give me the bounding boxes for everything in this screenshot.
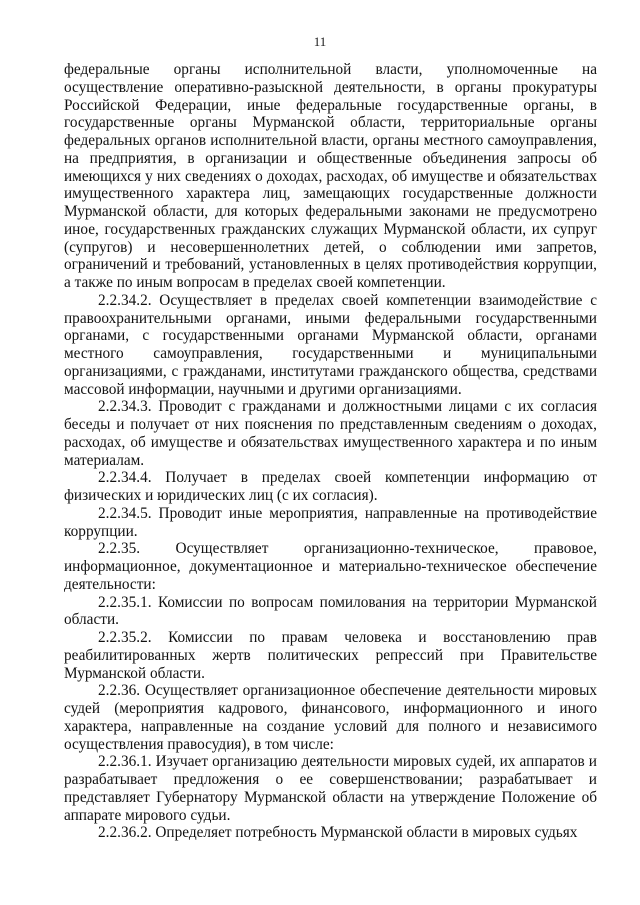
document-body (64, 61, 597, 842)
paragraph-2-2-34-2: 2.2.34.2. Осуществляет в пределах своей компетенции взаимодействие с правоохранительными органами, иными федеральными государственными органами, с государственными органами Мурманской области, органами местного самоуправления, государственными и муниципальными организациями, с гражданами, институтами гражданского общества, средствами массовой информации, научными и другими организациями. (64, 291, 597, 398)
paragraph-continuation: федеральные органы исполнительной власти, уполномоченные на осуществление оперативно-разыскной деятельности, в органы прокуратуры Российской Федерации, иные федеральные государственные органы, в государственные органы Мурманской области, территориальные органы федеральных органов исполнительной власти, органы местного самоуправления, на предприятия, в организации и общественные объединения запросы об имеющихся у них сведениях о доходах, расходах, об имуществе и обязательствах имущественного характера лиц, замещающих государственные должности Мурманской области, для которых федеральными законами не предусмотрено иное, государственных гражданских служащих Мурманской области, их супруг (супругов) и несовершеннолетних детей, о соблюдении ими запретов, ограничений и требований, установленных в целях противодействия коррупции, а также по иным вопросам в пределах своей компетенции. (64, 61, 597, 291)
paragraph-2-2-34-5: 2.2.34.5. Проводит иные мероприятия, направленные на противодействие коррупции. (64, 504, 597, 540)
paragraph-2-2-36-1: 2.2.36.1. Изучает организацию деятельности мировых судей, их аппаратов и разрабатывает предложения о ее совершенствовании; разрабатывает и представляет Губернатору Мурманской области на утверждение Положение об аппарате мирового судьи. (64, 753, 597, 824)
page-number: 11 (313, 34, 327, 49)
paragraph-2-2-34-3: 2.2.34.3. Проводит с гражданами и должностными лицами с их согласия беседы и получает от них пояснения по представленным сведениям о доходах, расходах, об имуществе и обязательствах имущественного характера и по иным материалам. (64, 398, 597, 469)
paragraph-2-2-35-2: 2.2.35.2. Комиссии по правам человека и восстановлению прав реабилитированных жертв политических репрессий при Правительстве Мурманской области. (64, 629, 597, 682)
paragraph-2-2-35: 2.2.35. Осуществляет организационно-техническое, правовое, информационное, документационное и материально-техническое обеспечение деятельности: (64, 540, 597, 593)
paragraph-2-2-35-1: 2.2.35.1. Комиссии по вопросам помилования на территории Мурманской области. (64, 593, 597, 629)
paragraph-2-2-34-4: 2.2.34.4. Получает в пределах своей компетенции информацию от физических и юридических лиц (с их согласия). (64, 469, 597, 504)
paragraph-2-2-36: 2.2.36. Осуществляет организационное обеспечение деятельности мировых судей (мероприятия кадрового, финансового, информационного и иного характера, направленные на создание условий для полного и независимого осуществления правосудия), в том числе: (64, 682, 597, 753)
paragraph-2-2-36-2: 2.2.36.2. Определяет потребность Мурманской области в мировых судьях (98, 824, 578, 842)
